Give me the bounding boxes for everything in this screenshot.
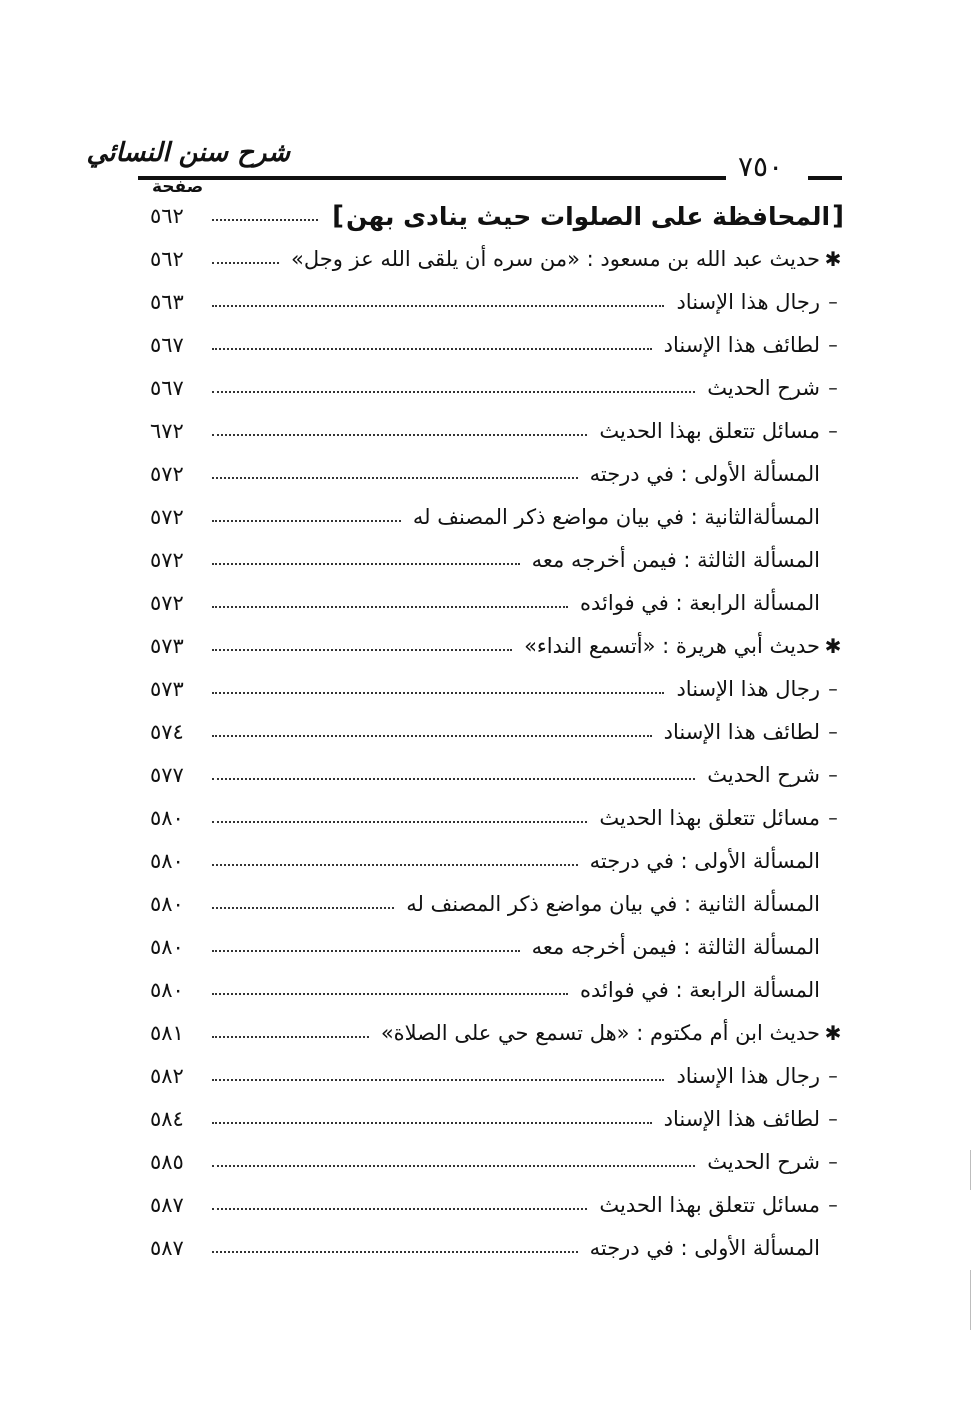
toc-entry-text: المسألة الرابعة : في فوائده (580, 978, 820, 1002)
toc-entry-text: المسألة الأولى : في درجته (589, 849, 820, 873)
toc-row-sub (150, 712, 846, 752)
dot-leader (212, 733, 652, 737)
toc-row-sub (150, 1056, 846, 1096)
dot-leader (212, 991, 568, 995)
toc-entry-text: المسألة الرابعة : في فوائده (580, 591, 820, 615)
toc-row-issue (150, 927, 846, 967)
dot-leader (212, 346, 652, 350)
toc-row-issue (150, 583, 846, 623)
dot-leader (212, 776, 695, 780)
toc-entry-text: مسائل تتعلق بهذا الحديث (599, 419, 820, 443)
toc-entry-page: ٥٨٥ (150, 1150, 184, 1174)
toc-entry-page: ٥٧٢ (150, 548, 184, 572)
toc-row-issue (150, 884, 846, 924)
dot-leader (212, 1120, 652, 1124)
dash-icon: – (828, 334, 838, 356)
asterisk-icon: ✱ (824, 1021, 842, 1045)
dash-icon: – (828, 420, 838, 442)
toc-entry-page: ٥٨١ (150, 1021, 184, 1045)
toc-row-sub (150, 755, 846, 795)
toc-row-sub (150, 798, 846, 838)
toc-row-issue (150, 970, 846, 1010)
toc-entry-page: ٥٦٣ (150, 290, 184, 314)
toc-entry-text: شرح الحديث (707, 1150, 820, 1174)
dot-leader (212, 432, 587, 436)
dot-leader (212, 1249, 578, 1253)
dot-leader (212, 604, 568, 608)
dot-leader (212, 1034, 369, 1038)
toc-entry-page: ٥٧٤ (150, 720, 184, 744)
dash-icon: – (828, 1151, 838, 1173)
toc-entry-text: المسألة الثالثة : فيمن أخرجه معه (531, 548, 820, 572)
toc-entry-text: المحافظة على الصلوات حيث ينادى بهن (346, 201, 831, 231)
dash-icon: – (828, 1108, 838, 1130)
asterisk-icon: ✱ (824, 247, 842, 271)
toc-entry-text: المسألة الأولى : في درجته (589, 462, 820, 486)
dash-icon: – (828, 1065, 838, 1087)
toc-entry-page: ٦٧٢ (150, 419, 184, 443)
toc-entry-page: ٥٨٠ (150, 849, 184, 873)
toc-entry-page: ٥٦٧ (150, 333, 184, 357)
dash-icon: – (828, 291, 838, 313)
toc-row-hadith (150, 1013, 846, 1053)
toc-row-sub (150, 325, 846, 365)
dot-leader (212, 303, 664, 307)
dot-leader (212, 389, 695, 393)
toc-entry-page: ٥٧٧ (150, 763, 184, 787)
toc-entry-text: حديث عبد الله بن مسعود : «من سره أن يلقى الله عز وجل» (290, 247, 820, 271)
dot-leader (212, 561, 520, 565)
dash-icon: – (828, 377, 838, 399)
dot-leader (212, 475, 578, 479)
toc-row-issue (150, 454, 846, 494)
toc-entry-text: لطائف هذا الإسناد (663, 720, 820, 744)
scan-edge-mark (970, 1270, 971, 1330)
toc-row-sub (150, 411, 846, 451)
toc-entry-page: ٥٧٢ (150, 462, 184, 486)
dot-leader (212, 819, 587, 823)
toc-entry-page: ٥٨٠ (150, 935, 184, 959)
toc-row-issue (150, 1228, 846, 1268)
dot-leader (212, 260, 279, 264)
toc-row-hadith (150, 626, 846, 666)
dot-leader (212, 862, 578, 866)
toc-entry-text: رجال هذا الإسناد (676, 1064, 820, 1088)
toc-entry-text: شرح الحديث (707, 376, 820, 400)
toc-entry-text: رجال هذا الإسناد (676, 677, 820, 701)
toc-entry-page: ٥٨٠ (150, 892, 184, 916)
toc-entry-page: ٥٨٠ (150, 806, 184, 830)
dash-icon: – (828, 807, 838, 829)
toc-row-issue (150, 497, 846, 537)
page-column-label: صفحة (152, 177, 204, 197)
dash-icon: – (828, 764, 838, 786)
dot-leader (212, 1163, 695, 1167)
toc-entry-text: لطائف هذا الإسناد (663, 1107, 820, 1131)
scan-edge-mark (970, 1150, 971, 1190)
toc-entry-page: ٥٧٢ (150, 505, 184, 529)
dot-leader (212, 948, 520, 952)
dot-leader (212, 647, 512, 651)
page-number: ٧٥٠ (738, 150, 784, 183)
toc-row-sub (150, 1142, 846, 1182)
toc-row-issue (150, 540, 846, 580)
toc-row-sub (150, 282, 846, 322)
toc-entry-page: ٥٧٢ (150, 591, 184, 615)
toc-row-sub (150, 368, 846, 408)
toc-entry-page: ٥٨٢ (150, 1064, 184, 1088)
dash-icon: – (828, 721, 838, 743)
toc-entry-text: لطائف هذا الإسناد (663, 333, 820, 357)
toc-entry-text: شرح الحديث (707, 763, 820, 787)
toc-entry-page: ٥٨٧ (150, 1193, 184, 1217)
toc-entry-text: المسألة الثانية : في بيان مواضع ذكر المصنف له (406, 892, 820, 916)
toc-row-sub (150, 1099, 846, 1139)
dot-leader (212, 690, 664, 694)
toc-entry-page: ٥٦٢ (150, 204, 184, 228)
page-number-dash (808, 176, 842, 180)
toc-entry-text: رجال هذا الإسناد (676, 290, 820, 314)
toc-entry-page: ٥٨٧ (150, 1236, 184, 1260)
toc-entry-text: المسألة الأولى : في درجته (589, 1236, 820, 1260)
toc-entry-text: حديث أبي هريرة : «أتسمع النداء» (524, 634, 820, 658)
dot-leader (212, 1206, 587, 1210)
toc-entry-page: ٥٧٣ (150, 677, 184, 701)
dot-leader (212, 518, 401, 522)
toc-row-sub (150, 669, 846, 709)
toc-row-hadith (150, 239, 846, 279)
header-rule (138, 176, 726, 180)
running-title: شرح سنن النسائي (86, 138, 290, 168)
toc-entry-page: ٥٦٢ (150, 247, 184, 271)
toc-row-section (150, 196, 846, 236)
toc-entry-text: مسائل تتعلق بهذا الحديث (599, 1193, 820, 1217)
toc-row-issue (150, 841, 846, 881)
dot-leader (212, 217, 318, 221)
asterisk-icon: ✱ (824, 634, 842, 658)
toc-entry-text: حديث ابن أم مكتوم : «هل تسمع حي على الصلاة» (380, 1021, 820, 1045)
dot-leader (212, 1077, 664, 1081)
close-bracket-glyph: ] (332, 201, 345, 231)
toc-entry-page: ٥٧٣ (150, 634, 184, 658)
open-bracket-glyph: [ (832, 201, 844, 231)
toc-entry-page: ٥٨٠ (150, 978, 184, 1002)
toc-entry-page: ٥٦٧ (150, 376, 184, 400)
dash-icon: – (828, 678, 838, 700)
dot-leader (212, 905, 394, 909)
dash-icon: – (828, 1194, 838, 1216)
toc-entry-page: ٥٨٤ (150, 1107, 184, 1131)
toc-entry-text: المسألةالثانية : في بيان مواضع ذكر المصنف له (412, 505, 820, 529)
toc-row-sub (150, 1185, 846, 1225)
toc-entry-text: المسألة الثالثة : فيمن أخرجه معه (531, 935, 820, 959)
toc-entry-text: مسائل تتعلق بهذا الحديث (599, 806, 820, 830)
